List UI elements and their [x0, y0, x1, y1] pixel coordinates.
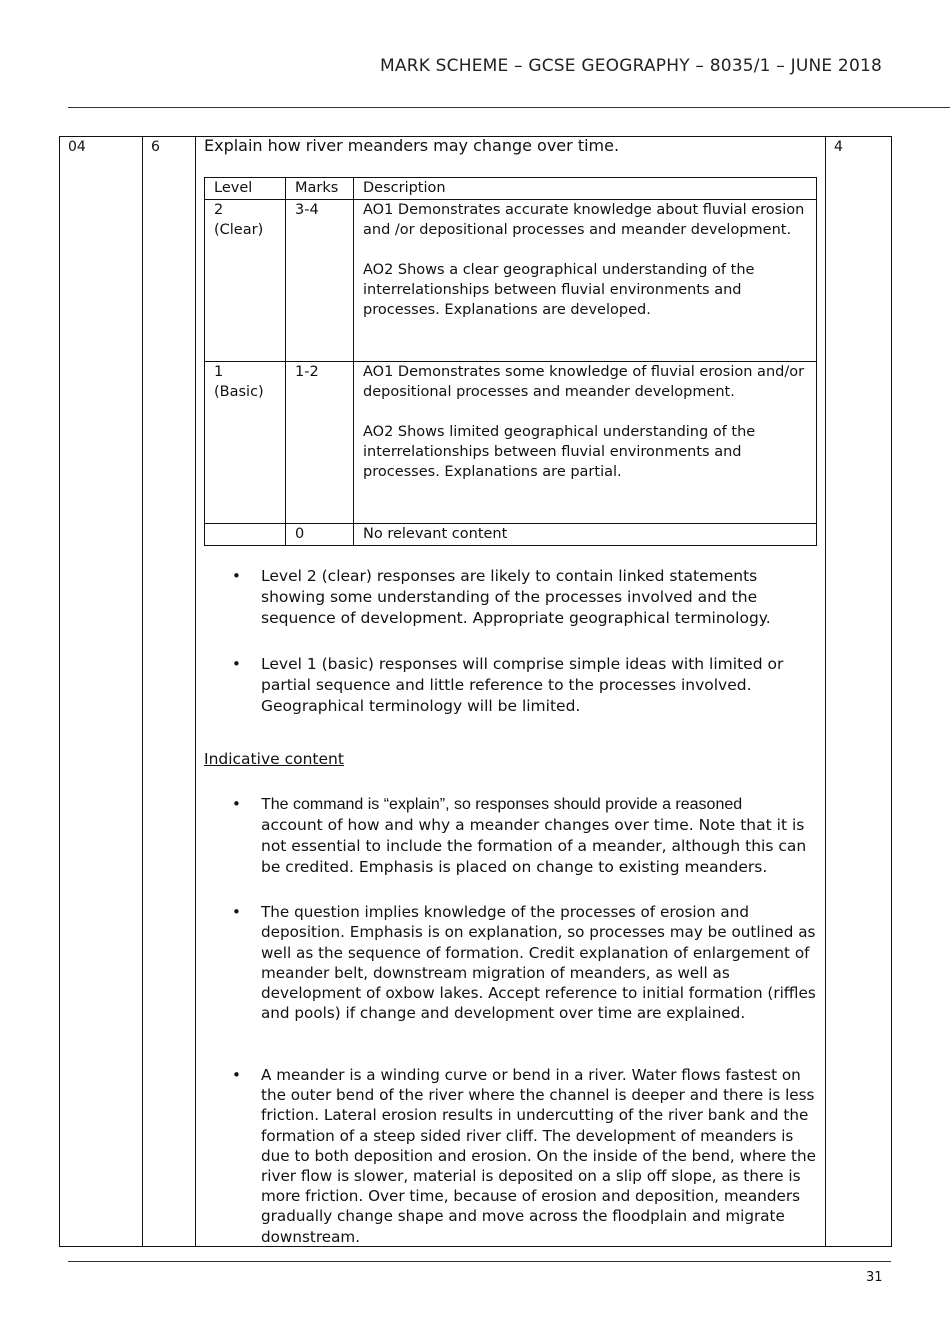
- header-description: Description: [363, 180, 446, 196]
- question-number: 04: [68, 139, 86, 155]
- question-marks: 4: [834, 139, 843, 155]
- bullet-icon: •: [232, 795, 241, 813]
- question-table: [59, 136, 892, 1247]
- bullet-icon: •: [232, 567, 241, 585]
- header-rule: [68, 107, 950, 108]
- indicative-text: [261, 794, 824, 878]
- footer-rule: [68, 1261, 891, 1262]
- page-number: 31: [866, 1270, 883, 1285]
- level-label: (Basic): [214, 384, 264, 400]
- level-label: (Clear): [214, 222, 264, 238]
- description-cell: [363, 362, 813, 482]
- document-header-title: MARK SCHEME – GCSE GEOGRAPHY – 8035/1 – JUNE 2018: [380, 56, 882, 76]
- ao1-description: AO1 Demonstrates some knowledge of fluvial erosion and/or depositional processes and meander development.: [363, 364, 805, 400]
- level-cell: [214, 362, 264, 402]
- ao2-description: AO2 Shows a clear geographical understanding of the interrelationships between fluvial environments and processes. Explanations are developed.: [363, 262, 755, 318]
- level-number: 2: [214, 202, 224, 218]
- levels-mark-table: [204, 177, 817, 546]
- header-marks: Marks: [295, 180, 339, 196]
- column-divider: [825, 137, 826, 1246]
- bullet-icon: •: [232, 903, 241, 921]
- question-text: Explain how river meanders may change over time.: [204, 136, 620, 155]
- marks-range: 3-4: [295, 202, 319, 218]
- table-row: [205, 362, 816, 524]
- description-cell: [363, 200, 813, 320]
- bullet-icon: •: [232, 655, 241, 673]
- level-note-text: Level 1 (basic) responses will comprise simple ideas with limited or partial sequence and little reference to the processes involved. Geographical terminology will be limited.: [261, 655, 784, 715]
- level-cell: [214, 200, 263, 240]
- ao2-description: AO2 Shows limited geographical understanding of the interrelationships between fluvial environments and processes. Explanations are partial.: [363, 424, 756, 480]
- column-divider: [142, 137, 143, 1246]
- column-divider: [195, 137, 196, 1246]
- marks-range: 0: [295, 526, 305, 542]
- indicative-text: The question implies knowledge of the processes of erosion and deposition. Emphasis is on explanation, so processes may be outlined as well as the sequence of formation. Credit explanation of enlargement of meander belt, downstream migration of meanders, as well as development of oxbow lakes. Accept reference to initial formation (riffles and pools) if change and development over time are explained.: [261, 903, 816, 1023]
- indicative-content-heading: Indicative content: [204, 750, 344, 768]
- level-note-text: Level 2 (clear) responses are likely to contain linked statements showing some understanding of the processes involved and the sequence of development. Appropriate geographical terminology.: [261, 567, 771, 627]
- ao1-description: AO1 Demonstrates accurate knowledge about fluvial erosion and /or depositional processes and meander development.: [363, 202, 805, 238]
- indicative-first-rest: account of how and why a meander changes over time. Note that it is not essential to include the formation of a meander, although this can be credited. Emphasis is placed on change to existing meanders.: [261, 816, 807, 876]
- marks-range: 1-2: [295, 364, 319, 380]
- table-row: [205, 200, 816, 362]
- table-header-row: [205, 178, 816, 200]
- description-cell: No relevant content: [363, 526, 508, 542]
- header-level: Level: [214, 180, 253, 196]
- bullet-icon: •: [232, 1066, 241, 1084]
- indicative-text: A meander is a winding curve or bend in a river. Water flows fastest on the outer bend of the river where the channel is deeper and there is less friction. Lateral erosion results in undercutting of the river bank and the formation of a steep sided river cliff. The development of meanders is due to both deposition and erosion. On the inside of the bend, where the river flow is slower, material is deposited on a slip off slope, as there is more friction. Over time, because of erosion and deposition, meanders gradually change shape and move across the floodplain and migrate downstream.: [261, 1066, 816, 1246]
- question-part: 6: [151, 139, 160, 155]
- level-number: 1: [214, 364, 224, 380]
- indicative-first-line: The command is “explain”, so responses should provide a reasoned: [261, 796, 743, 813]
- table-row: [205, 524, 816, 545]
